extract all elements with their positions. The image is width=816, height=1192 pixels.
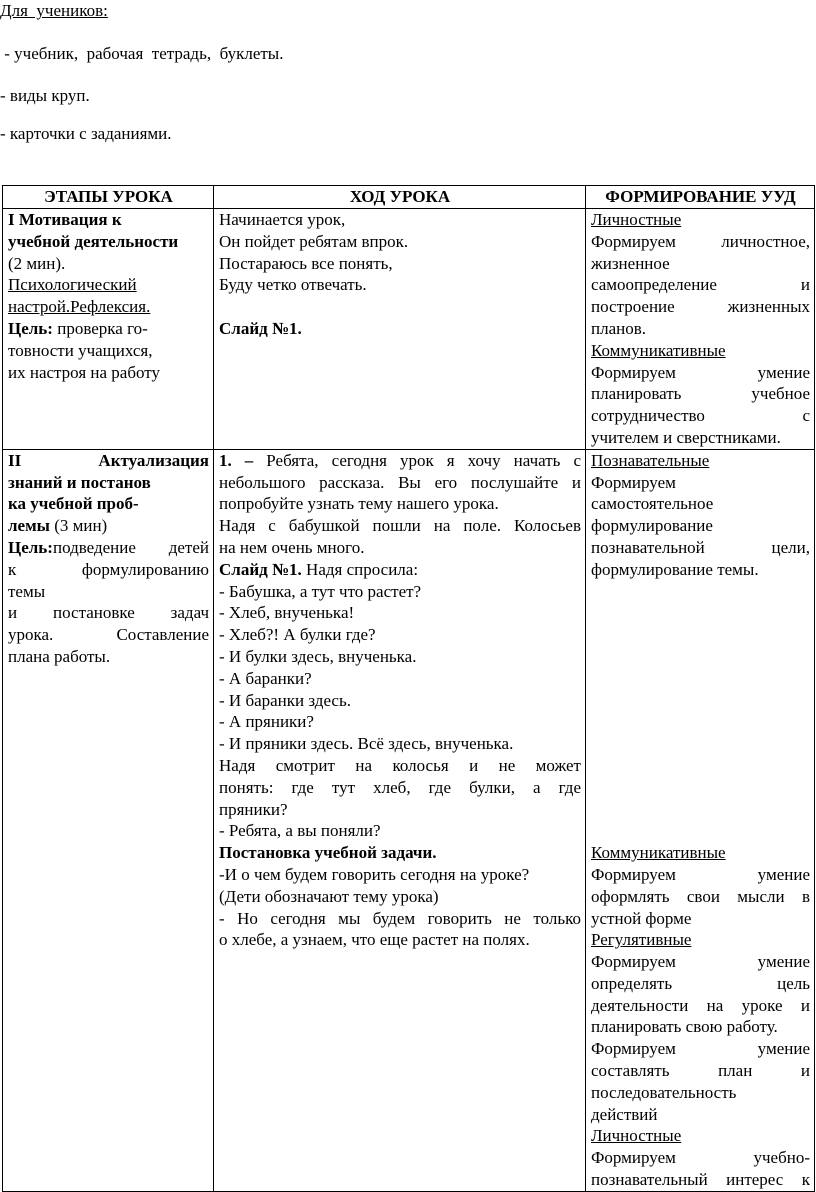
spacer: [591, 690, 810, 712]
uud-cell: [586, 449, 815, 1191]
uud-line: формулирование: [591, 516, 713, 536]
spacer: [591, 668, 810, 690]
goal-label: Цель:: [8, 537, 53, 557]
course-cell: [214, 209, 586, 450]
stage-title: I Мотивация к: [8, 210, 122, 229]
uud-line: планировать учебное: [591, 384, 810, 404]
goal-text: товности учащихся,: [8, 340, 153, 360]
dialog-line: - Бабушка, а тут что растет?: [219, 581, 422, 601]
course-line: пряники?: [219, 799, 288, 819]
course-line: попробуйте узнать тему нашего урока.: [219, 494, 499, 514]
course-line: [219, 559, 581, 581]
stage-title: [8, 515, 209, 537]
course-line: небольшого рассказа. Вы его послушайте и: [219, 472, 581, 492]
course-cell: [214, 449, 586, 1191]
spacer: [219, 296, 581, 318]
goal-text: и постановке задач: [8, 603, 209, 623]
course-line: -И о чем будем говорить сегодня на уроке?: [219, 864, 530, 884]
spacer: [591, 646, 810, 668]
goal-text: темы: [8, 581, 46, 601]
uud-heading: Личностные: [591, 1126, 682, 1146]
uud-line: Формируем умение: [591, 952, 810, 972]
header-stages: ЭТАПЫ УРОКА: [3, 186, 214, 209]
uud-cell: [586, 209, 815, 450]
uud-line: планов.: [591, 318, 647, 338]
poem-line: Постараюсь все понять,: [219, 253, 393, 273]
uud-line: Формируем умение: [591, 362, 810, 382]
stage-title-end: лемы: [8, 516, 50, 536]
header-uud: ФОРМИРОВАНИЕ УУД: [586, 186, 815, 209]
spacer: [591, 799, 810, 821]
uud-line: познавательной цели,: [591, 537, 810, 557]
uud-heading: Познавательные: [591, 450, 710, 470]
task-title: Постановка учебной задачи.: [219, 843, 437, 863]
dialog-line: - И пряники здесь. Всё здесь, внученька.: [219, 734, 514, 754]
uud-line: сотрудничество с: [591, 406, 810, 426]
dialog-line: - И булки здесь, внученька.: [219, 646, 417, 666]
uud-line: построение жизненных: [591, 297, 810, 317]
poem-line: Буду четко отвечать.: [219, 275, 367, 295]
stage-duration: (2 мин).: [8, 253, 66, 273]
intro-line: - учебник, рабочая тетрадь, буклеты.: [0, 44, 284, 63]
uud-line: самоопределение и: [591, 275, 810, 295]
header-course: ХОД УРОКА: [214, 186, 586, 209]
poem-line: Он пойдет ребятам впрок.: [219, 231, 409, 251]
stage-title: знаний и постанов: [8, 472, 151, 492]
uud-heading: Регулятивные: [591, 930, 692, 950]
goal-label: Цель:: [8, 318, 53, 338]
dialog-line: - И баранки здесь.: [219, 690, 351, 710]
dialog-line: - А пряники?: [219, 712, 314, 732]
table-header-row: [3, 186, 815, 209]
uud-line: деятельности на уроке и: [591, 995, 810, 1015]
dialog-line: - Хлеб?! А булки где?: [219, 625, 376, 645]
lesson-plan-table: [2, 185, 815, 1192]
uud-line: оформлять свои мысли в: [591, 886, 810, 906]
uud-line: Формируем: [591, 472, 676, 492]
uud-line: познавательный интерес к: [591, 1170, 810, 1190]
item-number: 1. –: [219, 450, 254, 470]
spacer: [591, 777, 810, 799]
uud-line: учителем и сверстниками.: [591, 427, 781, 447]
uud-line: действий: [591, 1104, 658, 1124]
stage-cell: [3, 209, 214, 450]
table-row: [3, 209, 815, 450]
goal-text: подведение детей: [52, 537, 209, 557]
course-line: на нем очень много.: [219, 537, 365, 557]
course-line: (Дети обозначают тему урока): [219, 886, 439, 906]
stage-subtitle: настрой.Рефлексия.: [8, 297, 151, 317]
uud-line: Формируем умение: [591, 1039, 810, 1059]
uud-line: определять цель: [591, 973, 810, 993]
uud-line: самостоятельное: [591, 494, 714, 514]
slide-label: Слайд №1.: [219, 559, 302, 579]
stage-cell: [3, 449, 214, 1191]
uud-line: Формируем личностное,: [591, 231, 810, 251]
course-line: [219, 450, 581, 472]
spacer: [591, 755, 810, 777]
spacer: [591, 581, 810, 603]
spacer: [591, 733, 810, 755]
course-line: о хлебе, а узнаем, что еще растет на полях.: [219, 930, 530, 950]
course-line: понять: где тут хлеб, где булки, а где: [219, 777, 581, 797]
course-text: Ребята, сегодня урок я хочу начать с: [253, 450, 581, 470]
course-line: - Ребята, а вы поняли?: [219, 821, 381, 841]
uud-line: формулирование темы.: [591, 559, 759, 579]
spacer: [591, 820, 810, 842]
course-line: Надя с бабушкой пошли на поле. Колосьев: [219, 516, 581, 536]
goal-text: урока. Составление: [8, 625, 209, 645]
uud-line: последовательность: [591, 1082, 737, 1102]
stage-goal: [8, 537, 209, 559]
uud-line: устной форме: [591, 908, 692, 928]
intro-heading: Для учеников:: [0, 1, 108, 20]
dialog-line: - А баранки?: [219, 668, 312, 688]
course-line: Надя смотрит на колосья и не может: [219, 755, 581, 775]
dialog-line: - Хлеб, внученька!: [219, 603, 355, 623]
slide-label: Слайд №1.: [219, 318, 302, 338]
stage-title: учебной деятельности: [8, 231, 179, 251]
poem-line: Начинается урок,: [219, 210, 346, 229]
course-text: Надя спросила:: [301, 559, 419, 579]
stage-goal: [8, 318, 209, 340]
table-row: [3, 449, 815, 1191]
stage-title-word: Актуализация: [98, 450, 209, 470]
stage-number: II: [8, 450, 22, 470]
uud-line: Формируем умение: [591, 864, 810, 884]
stage-title: ка учебной проб-: [8, 494, 139, 514]
goal-text: их настроя на работу: [8, 362, 160, 382]
goal-text: к формулированию: [8, 559, 209, 579]
stage-title: [8, 450, 209, 472]
goal-text: плана работы.: [8, 646, 111, 666]
uud-line: планировать свою работу.: [591, 1017, 778, 1037]
goal-text: проверка го-: [52, 318, 148, 338]
spacer: [591, 711, 810, 733]
spacer: [591, 602, 810, 624]
stage-duration: (3 мин): [49, 516, 108, 536]
stage-subtitle: Психологический: [8, 275, 137, 295]
intro-line: - виды круп.: [0, 86, 90, 105]
uud-line: Формируем учебно-: [591, 1148, 810, 1168]
spacer: [591, 624, 810, 646]
uud-line: жизненное: [591, 253, 670, 273]
uud-line: составлять план и: [591, 1061, 810, 1081]
uud-heading: Коммуникативные: [591, 843, 726, 863]
uud-heading: Личностные: [591, 210, 682, 229]
course-line: - Но сегодня мы будем говорить не только: [219, 908, 581, 928]
intro-line: - карточки с заданиями.: [0, 124, 172, 143]
uud-heading: Коммуникативные: [591, 340, 726, 360]
